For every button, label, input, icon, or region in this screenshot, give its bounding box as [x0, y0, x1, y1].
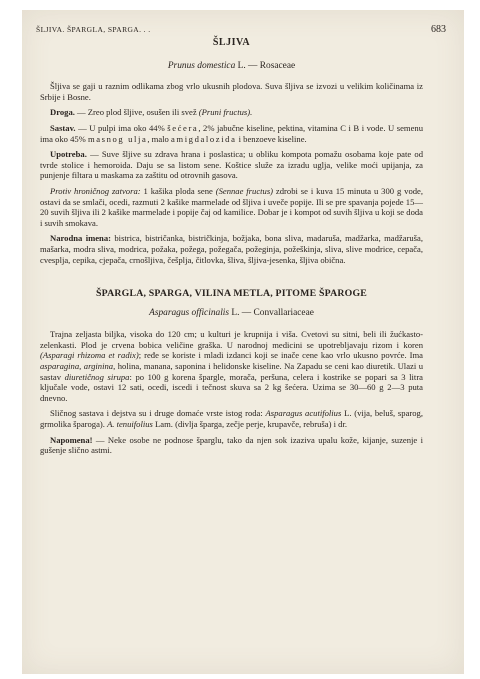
plum-constipation-paragraph	[40, 186, 423, 228]
plum-title: ŠLJIVA	[212, 37, 251, 48]
composition-text-4: i benzoeve kiseline.	[236, 133, 307, 144]
note-label: Napomena!	[50, 434, 93, 445]
note-text: — Neke osobe ne podnose šparglu, tako da njen sok izaziva upalu kože, kijanje, suzenje i gušenje slično astmi.	[40, 434, 423, 456]
asparagus-latin-heading	[40, 308, 423, 319]
similar-text-3: Lam. (divlja šparga, zečje perje, krupavče, rebruša) i dr.	[152, 419, 347, 430]
plum-latin-name: Prunus domestica	[167, 60, 236, 71]
asparagus-desc-text-1: Trajna zeljasta biljka, visoka do 120 cm; u kulturi je krupnija i viša. Cvetovi su sitni, beli ili žućkasto-zelenkasti. Plod je crvena bobica veličine graška. U narodnoj medicini se upotrebljavaju rizom i koren	[40, 329, 423, 350]
similar-latin-1: Asparagus acutifolius	[265, 408, 342, 419]
plum-composition-paragraph	[40, 123, 423, 144]
page-content	[40, 38, 423, 461]
asparagus-note	[40, 435, 423, 456]
asparagus-desc-text-3: , holina, manana, saponina i helidonske kiseline. Na Zapadu se ceni kao diuretik. Ulazi u sastav	[40, 361, 423, 382]
constipation-text-1: 1 kašika ploda sene	[140, 185, 216, 196]
plum-folk-names-paragraph	[40, 233, 423, 265]
composition-text-3: , malo	[147, 133, 171, 144]
use-text: — Suve šljive su zdrava hrana i poslastica; u obliku kompota pomažu osobama koje pate od tvrde stolice i hemoroida. Daju se sa listom sene. Koštice služe za izradu uglja, velike moći upijanja, za punjenje filtara u maskama za zaštitu od otrovnih gasova.	[40, 149, 423, 181]
asparagus-title: ŠPARGLA, SPARGA, VILINA METLA, PITOME ŠPAROGE	[95, 288, 367, 300]
asparagus-latin-name: Asparagus officinalis	[149, 307, 230, 318]
similar-latin-2: A. tenuifolius	[107, 419, 153, 430]
drug-label: Droga.	[50, 107, 75, 118]
constipation-label: Protiv hroničnog zatvora:	[50, 185, 141, 196]
asparagus-desc-latin-1: (Asparagi rhizoma et radix)	[40, 350, 139, 361]
composition-text-1: — U pulpi ima oko 44%	[75, 122, 168, 133]
drug-latin: (Pruni fructus).	[198, 107, 253, 118]
plum-drug-paragraph	[40, 107, 423, 118]
asparagus-desc-text-4: : po 100 g korena špargle, morača, peršuna, celera i kostrike se popari sa 3 litra ključale vode, ostavi 12 sati, ocedi, iscedi i tečnost skuva sa 2 kg šećera. Uzima se 30—60 g 2—3 puta dnevno.	[40, 371, 423, 403]
folk-names-text: bistrica, bistričanka, bistričkinja, božjaka, bona sliva, madaruša, madžarka, madžaruša, mašarka, modra sliva, modrica, požaka, požega, požegača, požeginja, požeškinja, sliva, slive modrice, cepača, cvesplja, cepika, cjepača, crnošljiva, češplja, čitlovka, šliva, šljiva-jesenka, šljiva obična.	[40, 233, 423, 265]
composition-label: Sastav.	[50, 122, 76, 133]
plum-family: L. — Rosaceae	[235, 60, 296, 71]
folk-names-label: Narodna imena:	[50, 233, 111, 244]
plum-latin-heading	[40, 61, 423, 72]
page-number: 683	[431, 24, 446, 35]
composition-oil: masnog ulja	[87, 133, 148, 144]
asparagus-section	[40, 289, 423, 456]
constipation-latin: (Sennae fructus)	[215, 185, 274, 196]
composition-text-2: , 2% jabučne kiseline, pektina, vitamina C i B i vode. U semenu ima oko 45%	[40, 122, 423, 144]
asparagus-description	[40, 329, 423, 403]
asparagus-desc-latin-3: diuretičnog sirupa	[64, 371, 130, 382]
constipation-text-2: zdrobi se i kuva 15 minuta u 300 g vode, ostavi da se smlači, ocedi, razmuti 2 kašike marmelade od šljiva i uveče popije. Ili se pre spavanja pojede 15—20 suvih šljiva ili 2 kašike marmelade i popije čaj od kamilice. Dobar je i kompot od suvih šljiva u koji se doda i suvih smokava.	[40, 185, 424, 228]
asparagus-similar-species	[40, 408, 423, 429]
composition-sugar: šećera	[167, 122, 199, 133]
similar-text-2: L. (vija, beluš, sparog, grmolika šparoga).	[40, 408, 423, 430]
use-label: Upotreba.	[50, 149, 87, 160]
asparagus-desc-latin-2: asparagina, arginina	[40, 361, 114, 372]
plum-intro: Šljiva se gaji u raznim odlikama zbog vrlo ukusnih plodova. Suva šljiva se izvozi u velikim količinama iz Srbije i Bosne.	[40, 81, 423, 102]
running-head: ŠLJIVA. ŠPARGLA, SPARGA. . .	[36, 25, 151, 34]
plum-use-paragraph	[40, 149, 423, 181]
asparagus-family: L. — Convallariaceae	[229, 307, 314, 318]
similar-text-1: Sličnog sastava i dejstva su i druge domaće vrste istog roda:	[50, 408, 266, 419]
composition-amygdalin: amigdalozida	[171, 133, 237, 144]
drug-text: — Zreo plod šljive, osušen ili svež	[74, 107, 199, 118]
asparagus-desc-text-2: ; ređe se koriste i mladi izdanci koji se inače cene kao vrlo ukusno povrće. Ima	[138, 350, 423, 361]
